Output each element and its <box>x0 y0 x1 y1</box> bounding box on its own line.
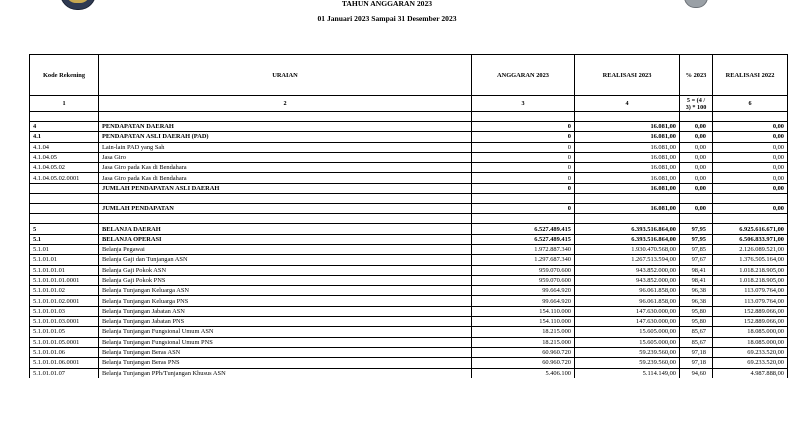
col-number-2: 2 <box>99 96 472 112</box>
cell-anggaran: 18.215.000 <box>472 327 575 337</box>
cell-persen: 0,00 <box>680 152 713 162</box>
cell-realisasi: 59.239.560,00 <box>575 347 680 357</box>
table-row <box>30 163 788 173</box>
cell-anggaran: 0 <box>472 183 575 193</box>
spacer-cell <box>30 214 99 224</box>
cell-realisasi: 943.852.000,00 <box>575 275 680 285</box>
cell-kode: 5.1.01.01.07 <box>30 368 99 378</box>
cell-prev: 6.506.833.971,00 <box>713 234 788 244</box>
cell-uraian: Belanja Tunjangan Beras ASN <box>99 347 472 357</box>
cell-uraian: Belanja Tunjangan Keluarga PNS <box>99 296 472 306</box>
budget-realization-table <box>29 54 788 378</box>
cell-persen: 0,00 <box>680 183 713 193</box>
cell-realisasi: 96.061.858,00 <box>575 286 680 296</box>
cell-kode: 5.1.01.01.03.0001 <box>30 317 99 327</box>
cell-realisasi: 16.081,00 <box>575 204 680 214</box>
cell-anggaran: 154.110.000 <box>472 306 575 316</box>
cell-prev: 18.085.000,00 <box>713 327 788 337</box>
cell-anggaran: 0 <box>472 173 575 183</box>
cell-uraian: PENDAPATAN ASLI DAERAH (PAD) <box>99 132 472 142</box>
cell-kode: 5.1 <box>30 234 99 244</box>
cell-prev: 4.987.888,00 <box>713 368 788 378</box>
cell-anggaran: 60.960.720 <box>472 358 575 368</box>
cell-kode: 5.1.01.01.02 <box>30 286 99 296</box>
cell-persen: 97,95 <box>680 224 713 234</box>
cell-prev: 152.889.066,00 <box>713 306 788 316</box>
cell-realisasi: 147.630.000,00 <box>575 317 680 327</box>
spacer-cell <box>472 214 575 224</box>
cell-realisasi: 6.393.516.864,00 <box>575 234 680 244</box>
cell-uraian: Belanja Tunjangan Keluarga ASN <box>99 286 472 296</box>
cell-prev: 0,00 <box>713 163 788 173</box>
cell-kode: 5.1.01.01.02.0001 <box>30 296 99 306</box>
cell-uraian: Belanja Tunjangan Fungsional Umum PNS <box>99 337 472 347</box>
spacer-cell <box>680 214 713 224</box>
table-row <box>30 234 788 244</box>
cell-persen: 0,00 <box>680 163 713 173</box>
cell-anggaran: 6.527.489.415 <box>472 234 575 244</box>
cell-kode: 5.1.01.01.01.0001 <box>30 275 99 285</box>
cell-realisasi: 96.061.858,00 <box>575 296 680 306</box>
spacer-cell <box>30 194 99 204</box>
report-year-title: TAHUN ANGGARAN 2023 <box>341 0 433 8</box>
spacer-cell <box>472 194 575 204</box>
cell-realisasi: 6.393.516.864,00 <box>575 224 680 234</box>
col-number-3: 3 <box>472 96 575 112</box>
total-row <box>30 204 788 214</box>
cell-uraian: Belanja Gaji Pokok PNS <box>99 275 472 285</box>
cell-uraian: Lain-lain PAD yang Sah <box>99 142 472 152</box>
table-body <box>30 112 788 378</box>
cell-anggaran: 5.406.100 <box>472 368 575 378</box>
cell-anggaran: 0 <box>472 204 575 214</box>
cell-prev: 0,00 <box>713 122 788 132</box>
cell-uraian: Belanja Tunjangan PPh/Tunjangan Khusus ASN <box>99 368 472 378</box>
cell-persen: 0,00 <box>680 142 713 152</box>
cell-uraian: Jasa Giro <box>99 152 472 162</box>
cell-anggaran: 18.215.000 <box>472 337 575 347</box>
cell-prev: 0,00 <box>713 152 788 162</box>
cell-realisasi: 15.605.000,00 <box>575 327 680 337</box>
cell-uraian: PENDAPATAN DAERAH <box>99 122 472 132</box>
spacer-row <box>30 194 788 204</box>
table-row <box>30 337 788 347</box>
total-row <box>30 183 788 193</box>
col-number-4: 4 <box>575 96 680 112</box>
cell-persen: 97,18 <box>680 358 713 368</box>
col-number-6: 6 <box>713 96 788 112</box>
cell-persen: 85,67 <box>680 327 713 337</box>
cell-realisasi: 943.852.000,00 <box>575 265 680 275</box>
cell-anggaran: 6.527.489.415 <box>472 224 575 234</box>
cell-prev: 0,00 <box>713 204 788 214</box>
cell-prev: 69.233.520,00 <box>713 358 788 368</box>
spacer-cell <box>575 214 680 224</box>
table-header-row <box>30 55 788 96</box>
table-row <box>30 358 788 368</box>
cell-persen: 0,00 <box>680 132 713 142</box>
cell-anggaran: 0 <box>472 142 575 152</box>
cell-realisasi: 147.630.000,00 <box>575 306 680 316</box>
cell-anggaran: 99.664.920 <box>472 296 575 306</box>
table-row <box>30 152 788 162</box>
table-row <box>30 317 788 327</box>
cell-kode: 5.1.01.01.06.0001 <box>30 358 99 368</box>
cell-anggaran: 0 <box>472 163 575 173</box>
col-number-5-a: 5 = (4 / <box>686 96 706 104</box>
cell-uraian: Jasa Giro pada Kas di Bendahara <box>99 173 472 183</box>
spacer-cell <box>575 112 680 122</box>
cell-prev: 69.233.520,00 <box>713 347 788 357</box>
cell-anggaran: 0 <box>472 132 575 142</box>
cell-realisasi: 16.081,00 <box>575 142 680 152</box>
cell-kode: 4.1.04.05 <box>30 152 99 162</box>
col-header-anggaran: ANGGARAN 2023 <box>472 55 575 96</box>
table-row <box>30 368 788 378</box>
cell-prev: 0,00 <box>713 183 788 193</box>
table-row <box>30 244 788 254</box>
spacer-cell <box>99 214 472 224</box>
cell-persen: 98,41 <box>680 275 713 285</box>
spacer-row <box>30 214 788 224</box>
cell-prev: 0,00 <box>713 173 788 183</box>
cell-uraian: Jasa Giro pada Kas di Bendahara <box>99 163 472 173</box>
cell-realisasi: 1.930.470.568,00 <box>575 244 680 254</box>
cell-realisasi: 16.081,00 <box>575 163 680 173</box>
cell-anggaran: 959.070.600 <box>472 265 575 275</box>
cell-kode: 4.1.04.05.02 <box>30 163 99 173</box>
cell-prev: 152.889.066,00 <box>713 317 788 327</box>
cell-persen: 85,67 <box>680 337 713 347</box>
column-number-row <box>30 96 788 112</box>
cell-kode: 4.1.04.05.02.0001 <box>30 173 99 183</box>
cell-uraian: Belanja Tunjangan Beras PNS <box>99 358 472 368</box>
cell-persen: 97,85 <box>680 244 713 254</box>
cell-kode: 5.1.01.01.01 <box>30 265 99 275</box>
cell-prev: 1.376.505.164,00 <box>713 255 788 265</box>
cell-prev: 0,00 <box>713 142 788 152</box>
spacer-cell <box>30 112 99 122</box>
spacer-cell <box>575 194 680 204</box>
cell-kode: 5 <box>30 224 99 234</box>
spacer-cell <box>680 112 713 122</box>
cell-persen: 97,18 <box>680 347 713 357</box>
cell-prev: 113.079.764,00 <box>713 286 788 296</box>
cell-anggaran: 0 <box>472 122 575 132</box>
cell-kode: 5.1.01.01 <box>30 255 99 265</box>
table-row <box>30 142 788 152</box>
spacer-cell <box>472 112 575 122</box>
cell-kode: 5.1.01.01.05.0001 <box>30 337 99 347</box>
table-row <box>30 327 788 337</box>
cell-kode: 4 <box>30 122 99 132</box>
spacer-cell <box>99 112 472 122</box>
spacer-row <box>30 112 788 122</box>
cell-prev: 1.018.218.905,00 <box>713 265 788 275</box>
cell-persen: 94,60 <box>680 368 713 378</box>
cell-uraian: BELANJA OPERASI <box>99 234 472 244</box>
col-number-1: 1 <box>30 96 99 112</box>
col-header-uraian: URAIAN <box>99 55 472 96</box>
cell-persen: 95,80 <box>680 306 713 316</box>
cell-anggaran: 154.110.000 <box>472 317 575 327</box>
spacer-cell <box>713 194 788 204</box>
cell-prev: 1.018.218.905,00 <box>713 275 788 285</box>
col-number-5 <box>680 96 713 112</box>
cell-realisasi: 5.114.149,00 <box>575 368 680 378</box>
cell-persen: 96,38 <box>680 286 713 296</box>
table-row <box>30 347 788 357</box>
cell-realisasi: 59.239.560,00 <box>575 358 680 368</box>
cell-persen: 98,41 <box>680 265 713 275</box>
cell-prev: 113.079.764,00 <box>713 296 788 306</box>
cell-realisasi: 16.081,00 <box>575 183 680 193</box>
cell-anggaran: 99.664.920 <box>472 286 575 296</box>
cell-realisasi: 16.081,00 <box>575 132 680 142</box>
col-header-realisasi-prev: REALISASI 2022 <box>713 55 788 96</box>
table-row <box>30 224 788 234</box>
cell-realisasi: 15.605.000,00 <box>575 337 680 347</box>
cell-kode <box>30 204 99 214</box>
cell-uraian: Belanja Gaji Pokok ASN <box>99 265 472 275</box>
cell-persen: 97,95 <box>680 234 713 244</box>
spacer-cell <box>713 112 788 122</box>
table-row <box>30 265 788 275</box>
report-period: 01 Januari 2023 Sampai 31 Desember 2023 <box>317 14 457 23</box>
cell-kode: 5.1.01 <box>30 244 99 254</box>
cell-uraian: JUMLAH PENDAPATAN ASLI DAERAH <box>99 183 472 193</box>
cell-uraian: JUMLAH PENDAPATAN <box>99 204 472 214</box>
table-row <box>30 122 788 132</box>
table-row <box>30 255 788 265</box>
cell-kode: 5.1.01.01.06 <box>30 347 99 357</box>
spacer-cell <box>680 194 713 204</box>
cell-uraian: Belanja Gaji dan Tunjangan ASN <box>99 255 472 265</box>
cell-kode: 4.1.04 <box>30 142 99 152</box>
table-row <box>30 173 788 183</box>
cell-kode: 5.1.01.01.03 <box>30 306 99 316</box>
cell-realisasi: 1.267.513.594,00 <box>575 255 680 265</box>
cell-prev: 2.126.089.521,00 <box>713 244 788 254</box>
spacer-cell <box>713 214 788 224</box>
table-row <box>30 286 788 296</box>
cell-prev: 0,00 <box>713 132 788 142</box>
cell-prev: 6.925.616.671,00 <box>713 224 788 234</box>
cell-persen: 0,00 <box>680 173 713 183</box>
cell-kode: 4.1 <box>30 132 99 142</box>
cell-persen: 0,00 <box>680 122 713 132</box>
cell-persen: 0,00 <box>680 204 713 214</box>
col-header-kode: Kode Rekening <box>30 55 99 96</box>
col-header-persen: % 2023 <box>680 55 713 96</box>
cell-persen: 95,80 <box>680 317 713 327</box>
cell-anggaran: 1.297.687.340 <box>472 255 575 265</box>
col-number-5-b: 3) * 100 <box>685 103 707 111</box>
cell-kode <box>30 183 99 193</box>
cell-realisasi: 16.081,00 <box>575 122 680 132</box>
cell-uraian: Belanja Tunjangan Jabatan ASN <box>99 306 472 316</box>
table-row <box>30 306 788 316</box>
cell-anggaran: 959.070.600 <box>472 275 575 285</box>
cell-uraian: Belanja Pegawai <box>99 244 472 254</box>
cell-anggaran: 60.960.720 <box>472 347 575 357</box>
cell-kode: 5.1.01.01.05 <box>30 327 99 337</box>
cell-anggaran: 0 <box>472 152 575 162</box>
cell-persen: 96,38 <box>680 296 713 306</box>
spacer-cell <box>99 194 472 204</box>
cell-realisasi: 16.081,00 <box>575 173 680 183</box>
cell-realisasi: 16.081,00 <box>575 152 680 162</box>
table-row <box>30 296 788 306</box>
cell-uraian: Belanja Tunjangan Jabatan PNS <box>99 317 472 327</box>
table-row <box>30 132 788 142</box>
cell-persen: 97,67 <box>680 255 713 265</box>
cell-prev: 18.085.000,00 <box>713 337 788 347</box>
table-row <box>30 275 788 285</box>
cell-anggaran: 1.972.887.340 <box>472 244 575 254</box>
cell-uraian: BELANJA DAERAH <box>99 224 472 234</box>
col-header-realisasi: REALISASI 2023 <box>575 55 680 96</box>
cell-uraian: Belanja Tunjangan Fungsional Umum ASN <box>99 327 472 337</box>
